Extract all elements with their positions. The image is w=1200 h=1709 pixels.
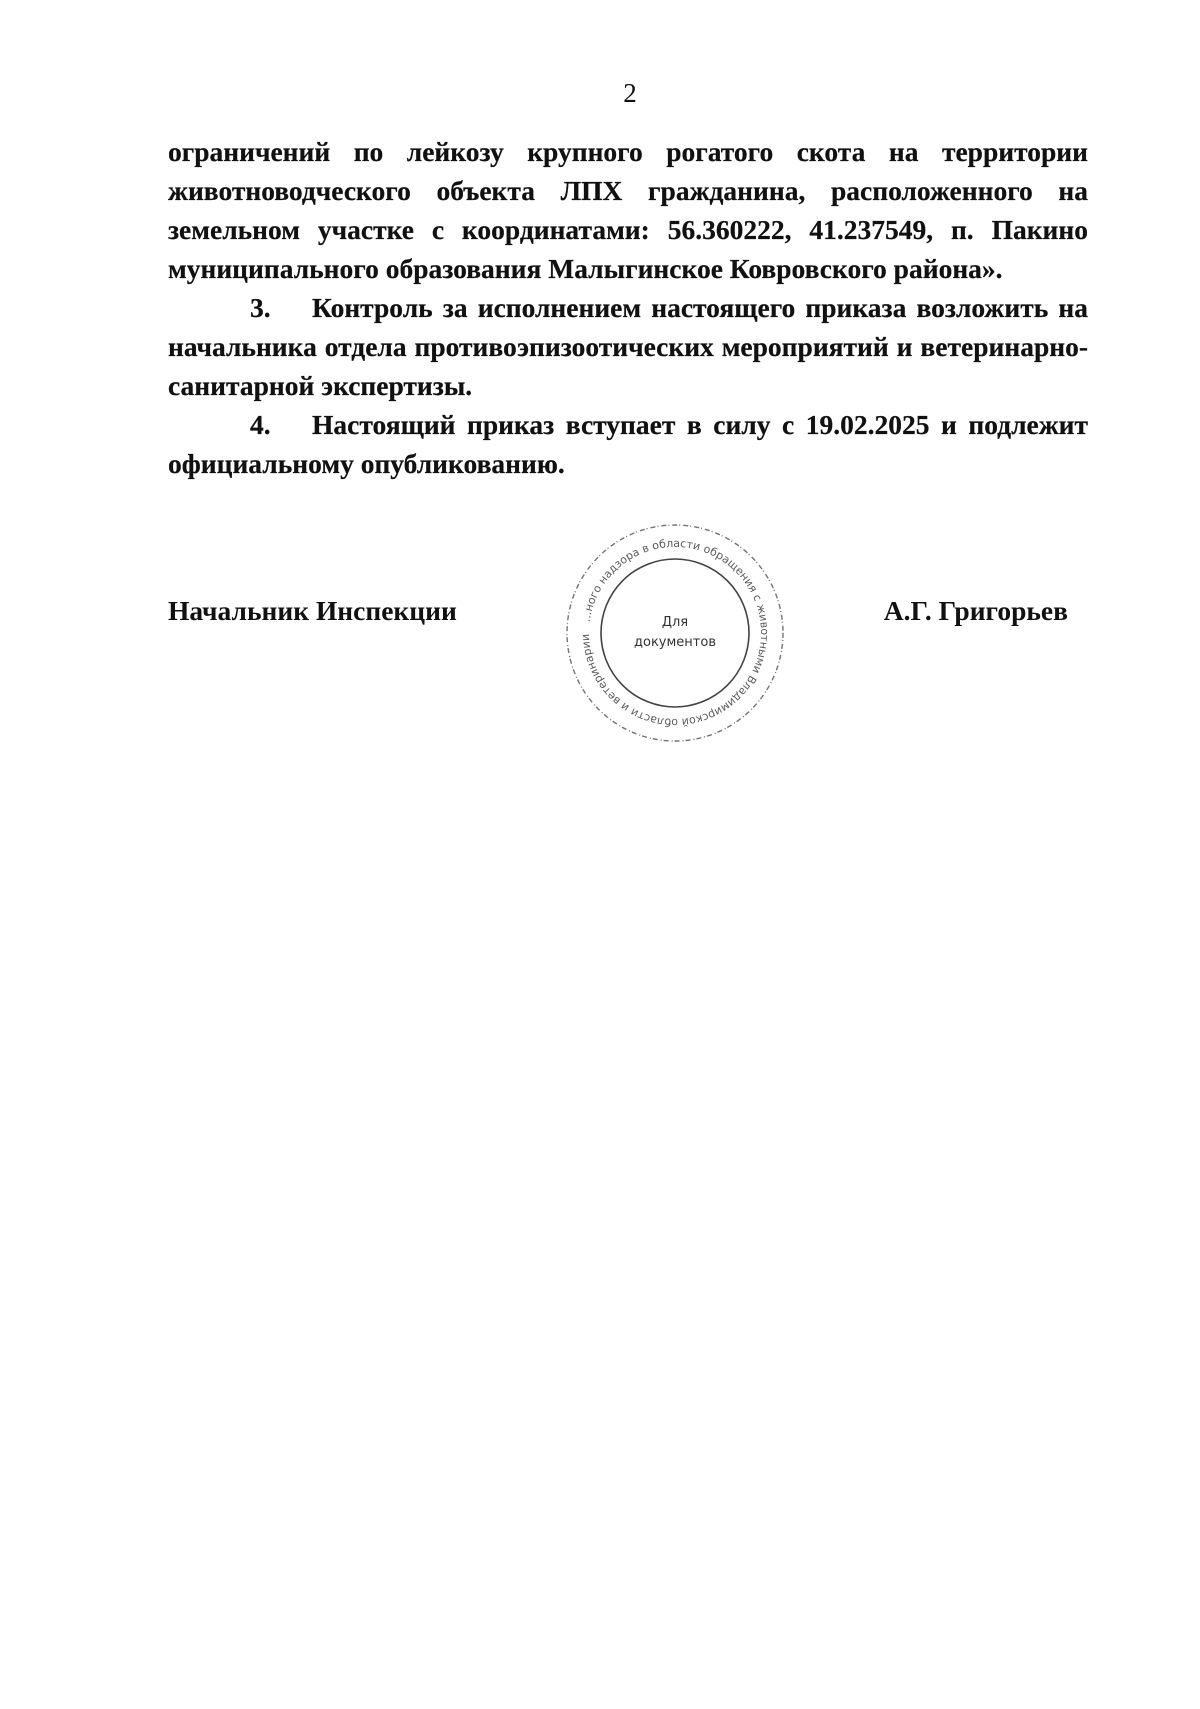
paragraph-continuation (168, 132, 1088, 288)
stamp-ring-text: ...ного надзора в области обращения с животными Владимирской области и ветеринарии (578, 536, 772, 730)
stamp-center-line1: Для (661, 615, 689, 630)
stamp-seal-icon (562, 520, 788, 746)
paragraph-item-4 (168, 405, 1088, 483)
stamp-center-line2: документов (634, 635, 716, 650)
page-number: 2 (623, 78, 637, 108)
official-stamp (562, 520, 788, 746)
paragraph-item-3 (168, 288, 1088, 405)
paragraph-text: Настоящий приказ вступает в силу с 19.02.2025 и подлежит официальному опубликованию. (168, 409, 1088, 479)
signer-position: Начальник Инспекции (168, 595, 457, 626)
paragraph-number: 4. (250, 409, 271, 440)
signer-name: А.Г. Григорьев (883, 595, 1068, 626)
paragraph-number: 3. (250, 292, 271, 323)
paragraph-text: ограничений по лейкозу крупного рогатого скота на территории животноводческого объекта ЛПХ гражданина, расположенного на земельном участке с координатами: 56.360222, 41.237549, п. Пакино муниципального образования Малыгинское Ковровского района». (168, 136, 1088, 284)
paragraph-text: Контроль за исполнением настоящего приказа возложить на начальника отдела противоэпизоотических мероприятий и ветеринарно-санитарной экспертизы. (168, 292, 1088, 401)
document-body (168, 132, 1088, 483)
